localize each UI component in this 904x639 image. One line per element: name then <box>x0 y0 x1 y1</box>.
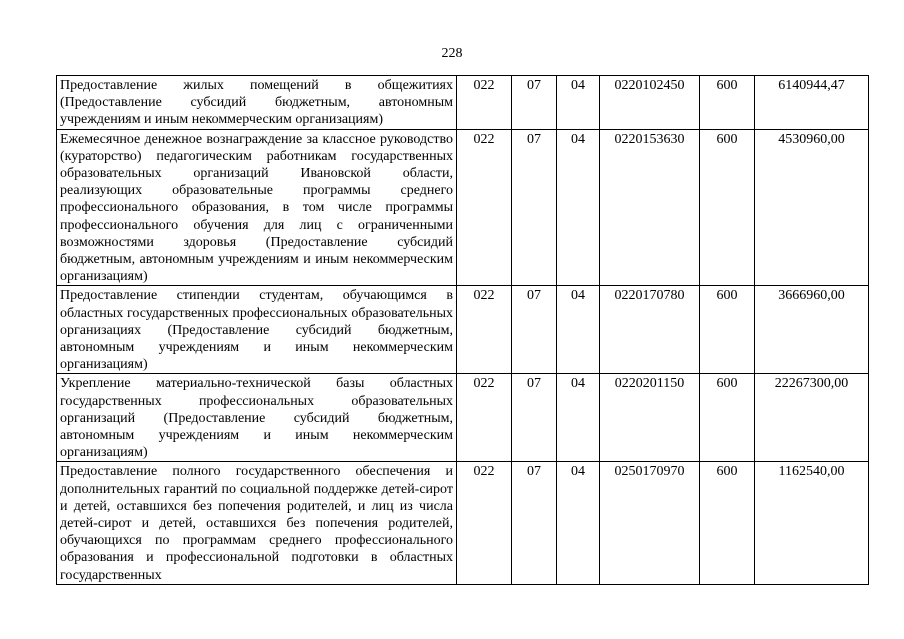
amount: 6140944,47 <box>755 76 869 130</box>
table-row <box>57 129 869 286</box>
subsection-code: 04 <box>557 374 600 462</box>
section-code: 07 <box>512 374 557 462</box>
section-code: 07 <box>512 76 557 130</box>
expense-type-code: 600 <box>700 129 755 286</box>
table-row <box>57 374 869 462</box>
ministry-code: 022 <box>457 76 512 130</box>
amount: 4530960,00 <box>755 129 869 286</box>
target-article-code: 0220153630 <box>600 129 700 286</box>
ministry-code: 022 <box>457 374 512 462</box>
amount: 3666960,00 <box>755 286 869 374</box>
row-description: Предоставление жилых помещений в общежитиях (Предоставление субсидий бюджетным, автономным учреждениям и иным некоммерческим организациям) <box>57 76 457 130</box>
target-article-code: 0220170780 <box>600 286 700 374</box>
amount: 22267300,00 <box>755 374 869 462</box>
table-row <box>57 76 869 130</box>
row-description: Предоставление стипендии студентам, обучающимся в областных государственных профессиональных образовательных организациях (Предоставление субсидий бюджетным, автономным учреждениям и иным некоммерческим организациям) <box>57 286 457 374</box>
target-article-code: 0220201150 <box>600 374 700 462</box>
ministry-code: 022 <box>457 286 512 374</box>
section-code: 07 <box>512 462 557 584</box>
budget-table <box>56 75 869 585</box>
section-code: 07 <box>512 286 557 374</box>
row-description: Ежемесячное денежное вознаграждение за классное руководство (кураторство) педагогическим работникам государственных образовательных организаций Ивановской области, реализующих образовательные программы среднего профессионального образования, в том числе программы профессионального обучения для лиц с ограниченными возможностями здоровья (Предоставление субсидий бюджетным, автономным учреждениям и иным некоммерческим организациям) <box>57 129 457 286</box>
row-description: Предоставление полного государственного обеспечения и дополнительных гарантий по социальной поддержке детей-сирот и детей, оставшихся без попечения родителей, и лиц из числа детей-сирот и детей, оставшихся без попечения родителей, обучающихся по программам среднего профессионального образования и профессиональной подготовки в областных государственных <box>57 462 457 584</box>
amount: 1162540,00 <box>755 462 869 584</box>
subsection-code: 04 <box>557 76 600 130</box>
subsection-code: 04 <box>557 462 600 584</box>
page-number: 228 <box>441 46 463 61</box>
expense-type-code: 600 <box>700 286 755 374</box>
expense-type-code: 600 <box>700 374 755 462</box>
expense-type-code: 600 <box>700 76 755 130</box>
target-article-code: 0220102450 <box>600 76 700 130</box>
table-row <box>57 462 869 584</box>
row-description: Укрепление материально-технической базы областных государственных профессиональных образовательных организаций (Предоставление субсидий бюджетным, автономным учреждениям и иным некоммерческим организациям) <box>57 374 457 462</box>
target-article-code: 0250170970 <box>600 462 700 584</box>
table-row <box>57 286 869 374</box>
ministry-code: 022 <box>457 462 512 584</box>
expense-type-code: 600 <box>700 462 755 584</box>
subsection-code: 04 <box>557 286 600 374</box>
subsection-code: 04 <box>557 129 600 286</box>
ministry-code: 022 <box>457 129 512 286</box>
section-code: 07 <box>512 129 557 286</box>
